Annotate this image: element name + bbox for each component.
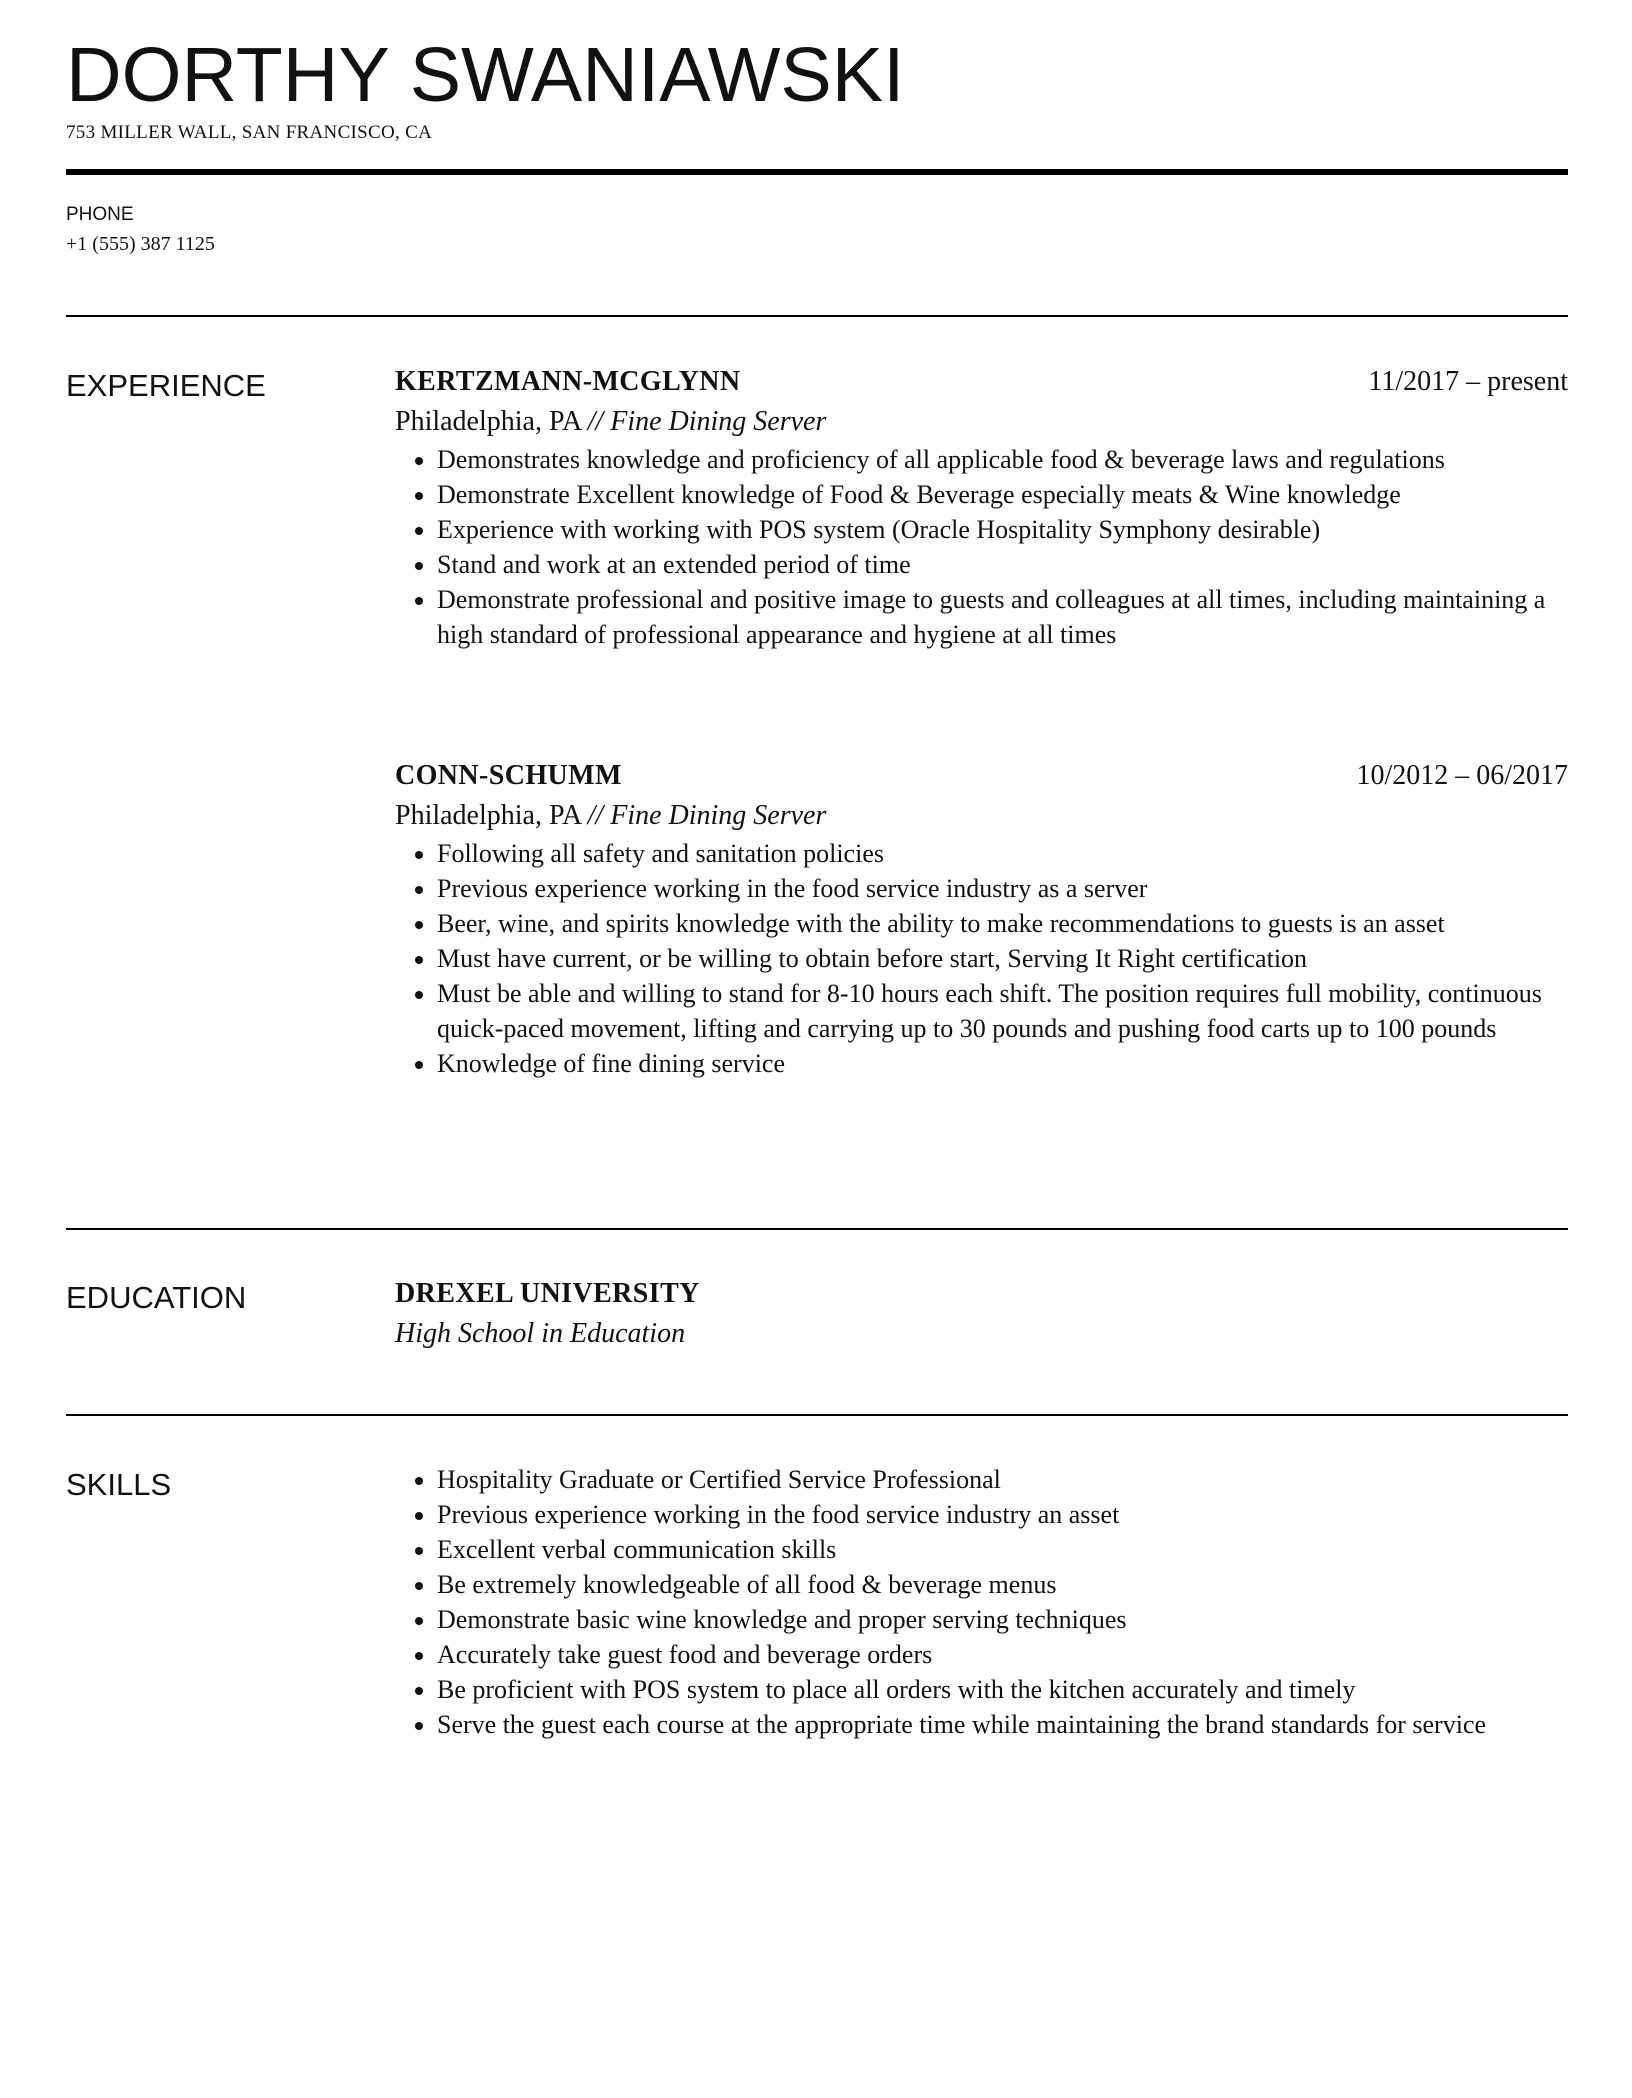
- skills-list: [395, 1462, 1568, 1742]
- list-item: • Demonstrate professional and positive image to guests and colleagues at all times, including maintaining a high standard of professional appearance and hygiene at all times: [437, 582, 1568, 652]
- job-header: [395, 362, 1568, 402]
- list-item: • Knowledge of fine dining service: [437, 1046, 1568, 1081]
- list-item: • Be extremely knowledgeable of all food & beverage menus: [437, 1567, 1568, 1602]
- job-company: KERTZMANN-MCGLYNN: [395, 366, 741, 397]
- section-divider: [66, 315, 1568, 317]
- list-item: • Excellent verbal communication skills: [437, 1532, 1568, 1567]
- skills-heading: SKILLS: [66, 1467, 172, 1502]
- job-subtitle: [395, 796, 1568, 836]
- header-divider: [66, 169, 1568, 175]
- section-divider: [66, 1414, 1568, 1416]
- job-duties: [395, 836, 1568, 1081]
- list-item: • Following all safety and sanitation policies: [437, 836, 1568, 871]
- education-degree: High School in Education: [395, 1318, 686, 1349]
- list-item: • Demonstrate basic wine knowledge and proper serving techniques: [437, 1602, 1568, 1637]
- list-item: • Must have current, or be willing to obtain before start, Serving It Right certification: [437, 941, 1568, 976]
- phone-value: +1 (555) 387 1125: [66, 233, 215, 255]
- job-subtitle: [395, 402, 1568, 442]
- experience-heading: EXPERIENCE: [66, 368, 266, 403]
- list-item: • Stand and work at an extended period of time: [437, 547, 1568, 582]
- job-company: CONN-SCHUMM: [395, 760, 622, 791]
- education-school: DREXEL UNIVERSITY: [395, 1278, 700, 1309]
- job-entry: [395, 756, 1568, 1081]
- job-dates: 10/2012 – 06/2017: [1356, 760, 1568, 791]
- job-duties: [395, 442, 1568, 652]
- job-role: // Fine Dining Server: [587, 800, 827, 831]
- job-location: Philadelphia, PA: [395, 800, 581, 831]
- list-item: • Demonstrate Excellent knowledge of Food & Beverage especially meats & Wine knowledge: [437, 477, 1568, 512]
- candidate-address: 753 MILLER WALL, SAN FRANCISCO, CA: [66, 122, 433, 143]
- job-entry: [395, 362, 1568, 652]
- list-item: • Beer, wine, and spirits knowledge with the ability to make recommendations to guests is an asset: [437, 906, 1568, 941]
- list-item: • Accurately take guest food and beverage orders: [437, 1637, 1568, 1672]
- phone-label: PHONE: [66, 204, 134, 225]
- list-item: • Be proficient with POS system to place all orders with the kitchen accurately and timely: [437, 1672, 1568, 1707]
- skills-list-block: [395, 1462, 1568, 1742]
- candidate-name: DORTHY SWANIAWSKI: [66, 32, 905, 118]
- job-role: // Fine Dining Server: [587, 406, 827, 437]
- list-item: • Hospitality Graduate or Certified Service Professional: [437, 1462, 1568, 1497]
- education-heading: EDUCATION: [66, 1280, 247, 1315]
- job-header: [395, 756, 1568, 796]
- section-divider: [66, 1228, 1568, 1230]
- list-item: • Demonstrates knowledge and proficiency of all applicable food & beverage laws and regulations: [437, 442, 1568, 477]
- education-entry: [395, 1274, 1568, 1354]
- list-item: • Serve the guest each course at the appropriate time while maintaining the brand standards for service: [437, 1707, 1568, 1742]
- list-item: • Previous experience working in the food service industry as a server: [437, 871, 1568, 906]
- list-item: • Experience with working with POS system (Oracle Hospitality Symphony desirable): [437, 512, 1568, 547]
- list-item: • Must be able and willing to stand for 8-10 hours each shift. The position requires full mobility, continuous quick-paced movement, lifting and carrying up to 30 pounds and pushing food carts up to 100 pounds: [437, 976, 1568, 1046]
- job-location: Philadelphia, PA: [395, 406, 581, 437]
- job-dates: 11/2017 – present: [1368, 366, 1568, 397]
- list-item: • Previous experience working in the food service industry an asset: [437, 1497, 1568, 1532]
